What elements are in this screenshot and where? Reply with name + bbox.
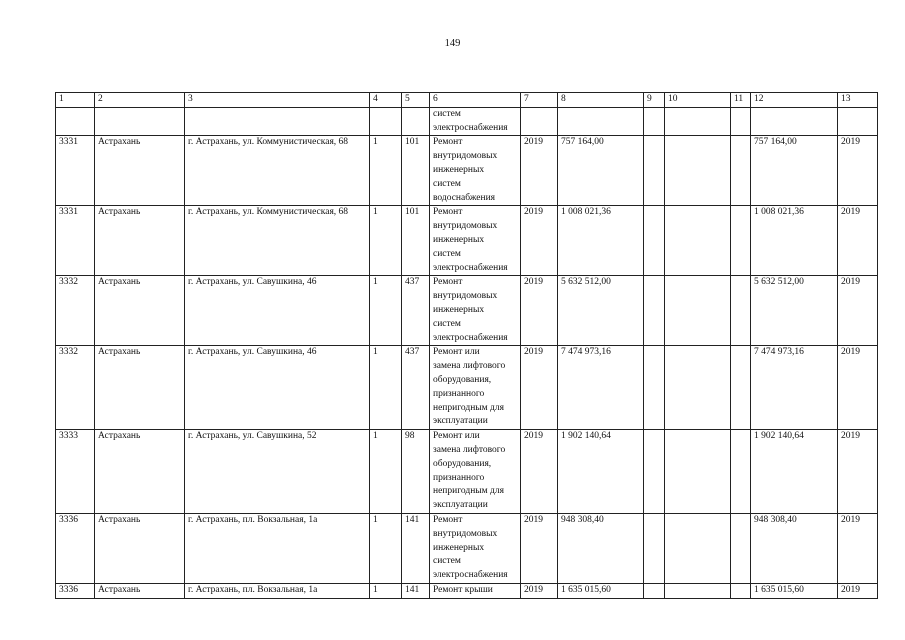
cell-municipality: Астрахань bbox=[95, 206, 185, 276]
cell-col-4: 1 bbox=[370, 513, 402, 583]
cell-address: г. Астрахань, ул. Савушкина, 46 bbox=[185, 276, 370, 346]
cell-end-year: 2019 bbox=[838, 206, 878, 276]
cell-col-9 bbox=[644, 107, 665, 136]
cell-col-10 bbox=[665, 513, 731, 583]
cell-cost: 948 308,40 bbox=[558, 513, 644, 583]
cell-row-id: 3333 bbox=[56, 430, 95, 514]
cell-end-year: 2019 bbox=[838, 346, 878, 430]
table-row bbox=[56, 430, 878, 514]
cell-col-4: 1 bbox=[370, 346, 402, 430]
cell-col-5: 141 bbox=[402, 513, 430, 583]
cell-row-id: 3331 bbox=[56, 206, 95, 276]
cell-col-10 bbox=[665, 107, 731, 136]
cell-work-type: Ремонт или замена лифтового оборудования, признанного непригодным для эксплуатации bbox=[430, 346, 521, 430]
table-row bbox=[56, 513, 878, 583]
cell-municipality: 2 bbox=[95, 93, 185, 108]
cell-col-10 bbox=[665, 136, 731, 206]
cell-cost: 7 474 973,16 bbox=[558, 346, 644, 430]
cell-col-5: 141 bbox=[402, 583, 430, 598]
cell-row-id: 3331 bbox=[56, 136, 95, 206]
cell-year: 2019 bbox=[521, 346, 558, 430]
cell-year bbox=[521, 107, 558, 136]
cell-col-11 bbox=[731, 276, 751, 346]
cell-total-cost: 7 474 973,16 bbox=[751, 346, 838, 430]
cell-cost: 1 635 015,60 bbox=[558, 583, 644, 598]
cell-col-9: 9 bbox=[644, 93, 665, 108]
table-row-continuation bbox=[56, 107, 878, 136]
cell-municipality: Астрахань bbox=[95, 276, 185, 346]
cell-col-10 bbox=[665, 430, 731, 514]
cell-year: 2019 bbox=[521, 513, 558, 583]
cell-col-11 bbox=[731, 136, 751, 206]
cell-col-10: 10 bbox=[665, 93, 731, 108]
cell-cost: 757 164,00 bbox=[558, 136, 644, 206]
cell-cost: 5 632 512,00 bbox=[558, 276, 644, 346]
cell-col-11 bbox=[731, 513, 751, 583]
cell-col-9 bbox=[644, 206, 665, 276]
cell-work-type: Ремонт внутридомовых инженерных систем электроснабжения bbox=[430, 276, 521, 346]
cell-row-id: 3332 bbox=[56, 276, 95, 346]
page-number: 149 bbox=[444, 38, 461, 49]
cell-col-5: 437 bbox=[402, 276, 430, 346]
cell-address: г. Астрахань, ул. Коммунистическая, 68 bbox=[185, 206, 370, 276]
table-row bbox=[56, 206, 878, 276]
cell-total-cost: 12 bbox=[751, 93, 838, 108]
cell-address: г. Астрахань, ул. Савушкина, 46 bbox=[185, 346, 370, 430]
cell-work-type: Ремонт внутридомовых инженерных систем водоснабжения bbox=[430, 136, 521, 206]
table-row bbox=[56, 276, 878, 346]
cell-col-4: 1 bbox=[370, 276, 402, 346]
cell-total-cost bbox=[751, 107, 838, 136]
cell-total-cost: 1 008 021,36 bbox=[751, 206, 838, 276]
cell-year: 2019 bbox=[521, 583, 558, 598]
cell-col-10 bbox=[665, 276, 731, 346]
cell-col-10 bbox=[665, 583, 731, 598]
cell-col-4: 4 bbox=[370, 93, 402, 108]
cell-address: 3 bbox=[185, 93, 370, 108]
cell-address bbox=[185, 107, 370, 136]
cell-end-year: 13 bbox=[838, 93, 878, 108]
cell-col-11 bbox=[731, 583, 751, 598]
cell-row-id bbox=[56, 107, 95, 136]
cell-cost bbox=[558, 107, 644, 136]
cell-col-11 bbox=[731, 430, 751, 514]
cell-col-11: 11 bbox=[731, 93, 751, 108]
cell-col-4: 1 bbox=[370, 583, 402, 598]
cell-end-year: 2019 bbox=[838, 276, 878, 346]
cell-col-5: 101 bbox=[402, 206, 430, 276]
cell-end-year bbox=[838, 107, 878, 136]
cell-col-9 bbox=[644, 583, 665, 598]
cell-col-5: 437 bbox=[402, 346, 430, 430]
cell-municipality: Астрахань bbox=[95, 136, 185, 206]
cell-total-cost: 5 632 512,00 bbox=[751, 276, 838, 346]
cell-col-11 bbox=[731, 346, 751, 430]
cell-municipality: Астрахань bbox=[95, 346, 185, 430]
cell-work-type: Ремонт крыши bbox=[430, 583, 521, 598]
cell-col-5: 5 bbox=[402, 93, 430, 108]
cell-year: 2019 bbox=[521, 430, 558, 514]
cell-address: г. Астрахань, пл. Вокзальная, 1а bbox=[185, 513, 370, 583]
cell-municipality: Астрахань bbox=[95, 430, 185, 514]
cell-work-type: Ремонт внутридомовых инженерных систем электроснабжения bbox=[430, 206, 521, 276]
cell-col-5: 101 bbox=[402, 136, 430, 206]
cell-year: 2019 bbox=[521, 206, 558, 276]
cell-col-9 bbox=[644, 276, 665, 346]
table-row bbox=[56, 346, 878, 430]
cell-end-year: 2019 bbox=[838, 513, 878, 583]
cell-row-id: 3336 bbox=[56, 513, 95, 583]
cell-col-5 bbox=[402, 107, 430, 136]
cell-work-type: Ремонт или замена лифтового оборудования, признанного непригодным для эксплуатации bbox=[430, 430, 521, 514]
cell-address: г. Астрахань, ул. Савушкина, 52 bbox=[185, 430, 370, 514]
cell-total-cost: 948 308,40 bbox=[751, 513, 838, 583]
cell-col-10 bbox=[665, 346, 731, 430]
cell-municipality bbox=[95, 107, 185, 136]
cell-col-9 bbox=[644, 346, 665, 430]
cell-end-year: 2019 bbox=[838, 430, 878, 514]
cell-col-9 bbox=[644, 513, 665, 583]
cell-end-year: 2019 bbox=[838, 583, 878, 598]
cell-row-id: 3332 bbox=[56, 346, 95, 430]
cell-row-id: 3336 bbox=[56, 583, 95, 598]
cell-work-type: 6 bbox=[430, 93, 521, 108]
cell-address: г. Астрахань, пл. Вокзальная, 1а bbox=[185, 583, 370, 598]
cell-col-11 bbox=[731, 206, 751, 276]
cell-col-9 bbox=[644, 136, 665, 206]
cell-municipality: Астрахань bbox=[95, 513, 185, 583]
cell-year: 7 bbox=[521, 93, 558, 108]
table-row bbox=[56, 583, 878, 598]
cell-year: 2019 bbox=[521, 276, 558, 346]
cell-col-4 bbox=[370, 107, 402, 136]
cell-municipality: Астрахань bbox=[95, 583, 185, 598]
cell-col-5: 98 bbox=[402, 430, 430, 514]
cell-work-type: систем электроснабжения bbox=[430, 107, 521, 136]
cell-total-cost: 757 164,00 bbox=[751, 136, 838, 206]
table-row bbox=[56, 136, 878, 206]
cell-end-year: 2019 bbox=[838, 136, 878, 206]
cell-row-id: 1 bbox=[56, 93, 95, 108]
cell-col-4: 1 bbox=[370, 206, 402, 276]
cell-address: г. Астрахань, ул. Коммунистическая, 68 bbox=[185, 136, 370, 206]
cell-work-type: Ремонт внутридомовых инженерных систем электроснабжения bbox=[430, 513, 521, 583]
cell-col-9 bbox=[644, 430, 665, 514]
cell-col-4: 1 bbox=[370, 430, 402, 514]
cell-cost: 8 bbox=[558, 93, 644, 108]
cell-col-10 bbox=[665, 206, 731, 276]
cell-cost: 1 008 021,36 bbox=[558, 206, 644, 276]
cell-col-4: 1 bbox=[370, 136, 402, 206]
cell-total-cost: 1 635 015,60 bbox=[751, 583, 838, 598]
table-header-row bbox=[56, 93, 878, 108]
cell-year: 2019 bbox=[521, 136, 558, 206]
cell-cost: 1 902 140,64 bbox=[558, 430, 644, 514]
capital-repair-table bbox=[55, 92, 878, 599]
cell-col-11 bbox=[731, 107, 751, 136]
cell-total-cost: 1 902 140,64 bbox=[751, 430, 838, 514]
